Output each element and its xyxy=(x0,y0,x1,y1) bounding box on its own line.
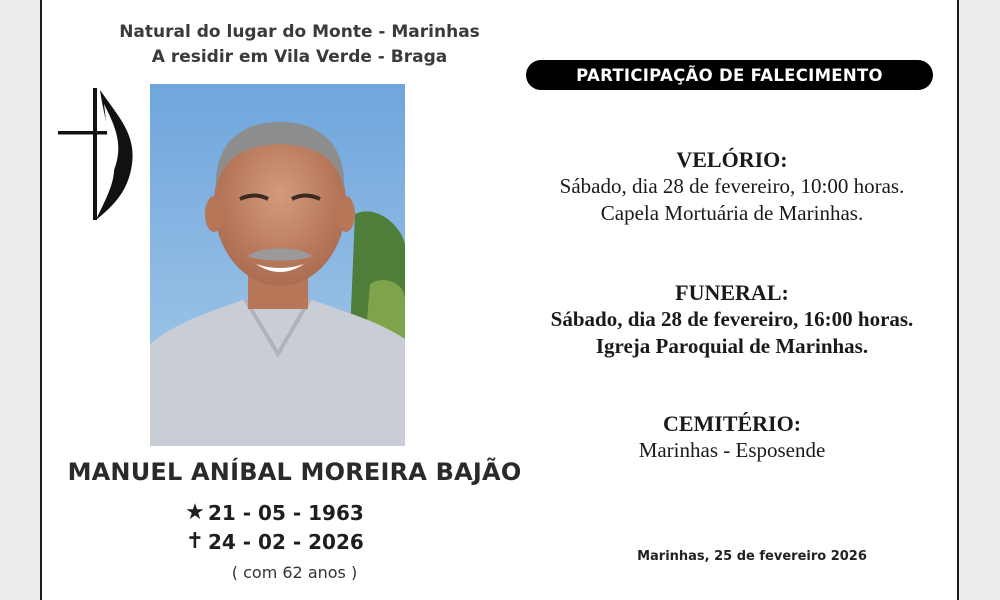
cemiterio-place: Marinhas - Esposende xyxy=(638,438,826,462)
funeral-place: Igreja Paroquial de Marinhas. xyxy=(595,334,869,358)
velorio-heading: VELÓRIO: xyxy=(676,147,788,172)
velorio-section xyxy=(502,146,962,227)
death-date-line xyxy=(182,529,422,554)
star-icon: ★ xyxy=(185,500,205,525)
birth-date: 21 - 05 - 1963 xyxy=(208,500,364,525)
obituary-card xyxy=(40,0,959,600)
deceased-name: MANUEL ANÍBAL MOREIRA BAJÃO xyxy=(67,458,522,486)
velorio-place: Capela Mortuária de Marinhas. xyxy=(600,201,864,225)
notice-date: Marinhas, 25 de fevereiro 2026 xyxy=(637,549,867,564)
death-date: 24 - 02 - 2026 xyxy=(208,529,364,554)
funeral-heading: FUNERAL: xyxy=(675,280,789,305)
origin-block xyxy=(42,20,557,70)
cross-icon: ✝ xyxy=(185,529,205,554)
age-text: ( com 62 anos ) xyxy=(231,563,358,582)
cemiterio-section xyxy=(502,410,962,464)
funeral-section xyxy=(502,279,962,360)
cemiterio-heading: CEMITÉRIO: xyxy=(662,411,802,436)
notice-banner: PARTICIPAÇÃO DE FALECIMENTO xyxy=(526,60,933,90)
cross-flame-icon xyxy=(56,86,136,228)
origin-line-1: Natural do lugar do Monte - Marinhas xyxy=(119,22,480,42)
portrait-photo xyxy=(150,84,405,446)
origin-line-2: A residir em Vila Verde - Braga xyxy=(151,47,448,67)
funeral-time: Sábado, dia 28 de fevereiro, 16:00 horas. xyxy=(550,307,914,331)
velorio-time: Sábado, dia 28 de fevereiro, 10:00 horas. xyxy=(559,174,905,198)
birth-date-line xyxy=(182,500,422,525)
